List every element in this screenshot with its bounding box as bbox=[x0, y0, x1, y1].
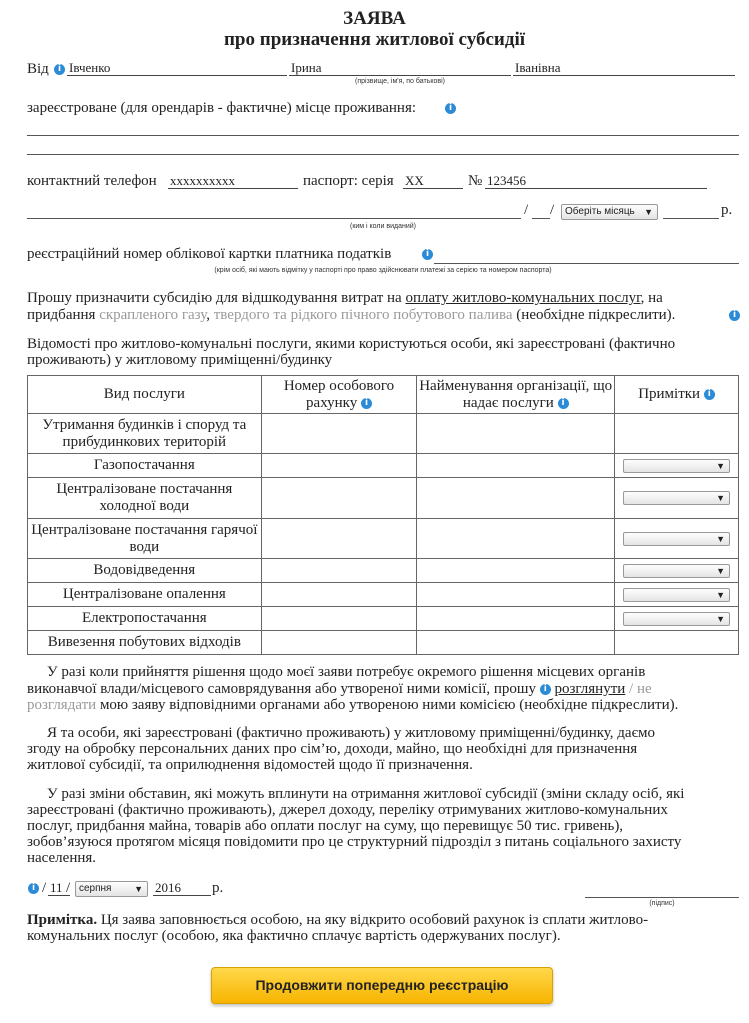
info-icon[interactable]: i bbox=[558, 398, 569, 409]
chevron-down-icon: ▼ bbox=[644, 207, 653, 217]
para3-line4: зобов’язуюся протягом місяця повідомити про це структурний підрозділ з питань соціального захисту bbox=[27, 834, 682, 850]
request-text: Прошу призначити субсидію для відшкодування витрат на bbox=[27, 290, 402, 306]
chevron-down-icon: ▼ bbox=[716, 589, 726, 600]
request-text: придбання bbox=[27, 307, 96, 323]
housing-services-link[interactable]: оплату житлово-комунальних послуг bbox=[405, 290, 641, 306]
col-organization bbox=[417, 376, 615, 414]
service-name: Централізоване опалення bbox=[28, 583, 262, 607]
request-text: (необхідне підкреслити). bbox=[516, 307, 676, 323]
info-icon[interactable]: i bbox=[540, 684, 551, 695]
services-table bbox=[27, 375, 739, 655]
table-row bbox=[28, 454, 739, 478]
table-row bbox=[28, 559, 739, 583]
chevron-down-icon: ▼ bbox=[716, 493, 726, 503]
patronymic-input[interactable]: Іванівна bbox=[513, 61, 735, 76]
service-name: Вивезення побутових відходів bbox=[28, 631, 262, 655]
service-name: Електропостачання bbox=[28, 607, 262, 631]
passport-series-input[interactable]: XX bbox=[403, 174, 463, 189]
para2-line3: житлової субсидії, та оприлюднення відомостей щодо її призначення. bbox=[27, 757, 473, 773]
date-month-select[interactable] bbox=[75, 881, 148, 897]
para1-text: виконавчої влади/місцевого самоврядування або утвореної ними комісії, прошу bbox=[27, 681, 536, 697]
issue-month-value: Оберіть місяць bbox=[565, 206, 635, 217]
note-line2: комунальних послуг (особою, яка фактично сплачує вартість одержуваних послуг). bbox=[27, 928, 561, 944]
col-service bbox=[28, 376, 262, 414]
account-cell[interactable] bbox=[261, 454, 417, 478]
table-row bbox=[28, 519, 739, 559]
date-day-input[interactable]: 11 bbox=[48, 881, 70, 896]
org-cell[interactable] bbox=[417, 478, 615, 519]
table-row bbox=[28, 607, 739, 631]
account-cell[interactable] bbox=[261, 583, 417, 607]
service-name: Газопостачання bbox=[28, 454, 262, 478]
info-icon[interactable]: i bbox=[28, 883, 39, 894]
chevron-down-icon: ▼ bbox=[716, 533, 726, 544]
para3-line3: послуг, придбання майна, товарів або оплати послуг на суму, що перевищує 50 тис. гривень), bbox=[27, 818, 624, 834]
header-label: Номер особового рахунку bbox=[283, 377, 395, 411]
para1-line3 bbox=[27, 697, 747, 714]
chevron-down-icon: ▼ bbox=[716, 613, 726, 624]
account-cell[interactable] bbox=[261, 559, 417, 583]
liquefied-gas-link[interactable]: скрапленого газу bbox=[99, 307, 207, 323]
col-account bbox=[261, 376, 417, 414]
notes-dropdown[interactable] bbox=[623, 532, 730, 546]
date-suffix: р. bbox=[212, 880, 224, 896]
tax-hint: (крім осіб, які мають відмітку у паспорті про право здійснювати платежі за серією та номером паспорта) bbox=[214, 267, 552, 274]
info-icon[interactable]: i bbox=[704, 389, 715, 400]
tax-label: реєстраційний номер облікової картки платника податків bbox=[27, 246, 392, 262]
consider-link[interactable]: розглянути bbox=[554, 681, 626, 697]
para3-line5: населення. bbox=[27, 850, 97, 866]
note-text: Ця заява заповнюється особою, на яку відкрито особовий рахунок із сплати житлово- bbox=[100, 912, 649, 928]
separator: / bbox=[629, 681, 634, 697]
slash: / bbox=[550, 202, 555, 218]
para2-line1: Я та особи, які зареєстровані (фактично проживають) у житловому приміщенні/будинку, даємо bbox=[47, 725, 656, 741]
passport-number-input[interactable]: 123456 bbox=[485, 174, 707, 189]
info-icon[interactable]: i bbox=[422, 249, 433, 260]
address-label: зареєстроване (для орендарів - фактичне) місце проживання: bbox=[27, 100, 417, 116]
date-year-input[interactable]: 2016 bbox=[153, 881, 211, 896]
phone-input[interactable]: xxxxxxxxxx bbox=[168, 174, 298, 189]
phone-label: контактний телефон bbox=[27, 173, 157, 189]
notes-cell bbox=[615, 631, 739, 655]
account-cell[interactable] bbox=[261, 414, 417, 454]
issue-month-select[interactable] bbox=[561, 204, 658, 220]
notes-cell bbox=[615, 454, 739, 478]
slash: / bbox=[42, 880, 47, 896]
para1-line2 bbox=[27, 681, 747, 698]
info-icon[interactable]: i bbox=[445, 103, 456, 114]
tax-number-input[interactable] bbox=[434, 263, 739, 264]
not-consider-link[interactable]: не bbox=[636, 681, 652, 697]
service-name: Водовідведення bbox=[28, 559, 262, 583]
org-cell[interactable] bbox=[417, 583, 615, 607]
chevron-down-icon: ▼ bbox=[716, 565, 726, 576]
service-name: Централізоване постачання гарячої води bbox=[28, 519, 262, 559]
account-cell[interactable] bbox=[261, 607, 417, 631]
table-row bbox=[28, 631, 739, 655]
notes-cell bbox=[615, 478, 739, 519]
fuel-link[interactable]: твердого та рідкого пічного побутового палива bbox=[213, 307, 513, 323]
info-icon[interactable]: i bbox=[54, 64, 65, 75]
slash: / bbox=[524, 202, 529, 218]
para1-line1: У разі коли прийняття рішення щодо моєї заяви потребує окремого рішення місцевих органів bbox=[47, 664, 646, 680]
issue-day-input[interactable] bbox=[532, 218, 550, 219]
passport-series-label: паспорт: серія bbox=[303, 173, 394, 189]
services-intro-line1: Відомості про житлово-комунальні послуги, якими користуються особи, які зареєстровані (фактично bbox=[27, 336, 676, 352]
notes-cell bbox=[615, 583, 739, 607]
note-line1 bbox=[27, 912, 747, 929]
notes-cell bbox=[615, 519, 739, 559]
org-cell[interactable] bbox=[417, 631, 615, 655]
account-cell[interactable] bbox=[261, 478, 417, 519]
org-cell[interactable] bbox=[417, 559, 615, 583]
org-cell[interactable] bbox=[417, 519, 615, 559]
request-line1 bbox=[27, 290, 739, 307]
form-title: ЗАЯВА bbox=[343, 8, 406, 29]
header-label: Примітки bbox=[638, 386, 701, 402]
org-cell[interactable] bbox=[417, 607, 615, 631]
notes-dropdown[interactable] bbox=[623, 612, 730, 626]
para3-line2: зареєстровані (фактично проживають), джерел доходу, переліку отримуваних житлово-комунальних bbox=[27, 802, 668, 818]
notes-cell bbox=[615, 607, 739, 631]
form-subtitle: про призначення житлової субсидії bbox=[223, 29, 526, 50]
first-name-input[interactable]: Ірина bbox=[289, 61, 511, 76]
table-row bbox=[28, 414, 739, 454]
date-month-value: серпня bbox=[79, 883, 112, 894]
note-label: Примітка. bbox=[27, 912, 98, 928]
address-input-line2[interactable] bbox=[27, 154, 739, 155]
para1-text: мою заяву відповідними органами або утвореною ними комісією (необхідне підкреслити). bbox=[99, 697, 679, 713]
notes-dropdown[interactable] bbox=[623, 491, 730, 505]
service-name: Утримання будинків і споруд та прибудинкових територій bbox=[28, 414, 262, 454]
issue-year-input[interactable] bbox=[663, 218, 719, 219]
notes-cell bbox=[615, 414, 739, 454]
info-icon[interactable]: i bbox=[361, 398, 372, 409]
notes-dropdown[interactable] bbox=[623, 588, 730, 602]
slash: / bbox=[66, 880, 71, 896]
notes-dropdown[interactable] bbox=[623, 459, 730, 473]
notes-dropdown[interactable] bbox=[623, 564, 730, 578]
para3-line1: У разі зміни обставин, які можуть вплинути на отримання житлової субсидії (зміни складу осіб, які bbox=[47, 786, 685, 802]
issued-hint: (ким і коли виданий) bbox=[349, 223, 416, 230]
name-hint: (прізвище, ім'я, по батькові) bbox=[355, 78, 445, 85]
service-name: Централізоване постачання холодної води bbox=[28, 478, 262, 519]
signature-line bbox=[585, 897, 739, 898]
header-label: Найменування організації, що надає послуги bbox=[419, 377, 613, 411]
info-icon[interactable]: i bbox=[729, 310, 740, 321]
continue-registration-button[interactable]: Продовжити попередню реєстрацію bbox=[211, 967, 553, 1004]
from-label: Від bbox=[27, 61, 49, 77]
services-intro-line2: проживають) у житловому приміщенні/будинку bbox=[27, 352, 333, 368]
chevron-down-icon: ▼ bbox=[134, 884, 143, 894]
signature-hint: (підпис) bbox=[649, 900, 675, 907]
issued-by-input[interactable] bbox=[27, 218, 521, 219]
org-cell[interactable] bbox=[417, 414, 615, 454]
org-cell[interactable] bbox=[417, 454, 615, 478]
header-label: Вид послуги bbox=[103, 386, 185, 402]
para2-line2: згоду на обробку персональних даних про сім’ю, доходи, майно, що необхідні для призначення bbox=[27, 741, 638, 757]
request-text: , на bbox=[640, 290, 663, 306]
account-cell[interactable] bbox=[261, 631, 417, 655]
table-row bbox=[28, 583, 739, 607]
account-cell[interactable] bbox=[261, 519, 417, 559]
chevron-down-icon: ▼ bbox=[716, 460, 726, 471]
surname-input[interactable]: Івченко bbox=[67, 61, 287, 76]
not-consider-link-cont[interactable]: розглядати bbox=[27, 697, 97, 713]
col-notes bbox=[615, 376, 739, 414]
address-input-line1[interactable] bbox=[27, 135, 739, 136]
request-line2: придбання скрапленого газу, твердого та рідкого пічного побутового палива (необхідне підкреслити). bbox=[27, 307, 676, 323]
year-suffix: р. bbox=[721, 202, 733, 218]
passport-number-label: № bbox=[468, 173, 483, 189]
notes-cell bbox=[615, 559, 739, 583]
table-row bbox=[28, 478, 739, 519]
